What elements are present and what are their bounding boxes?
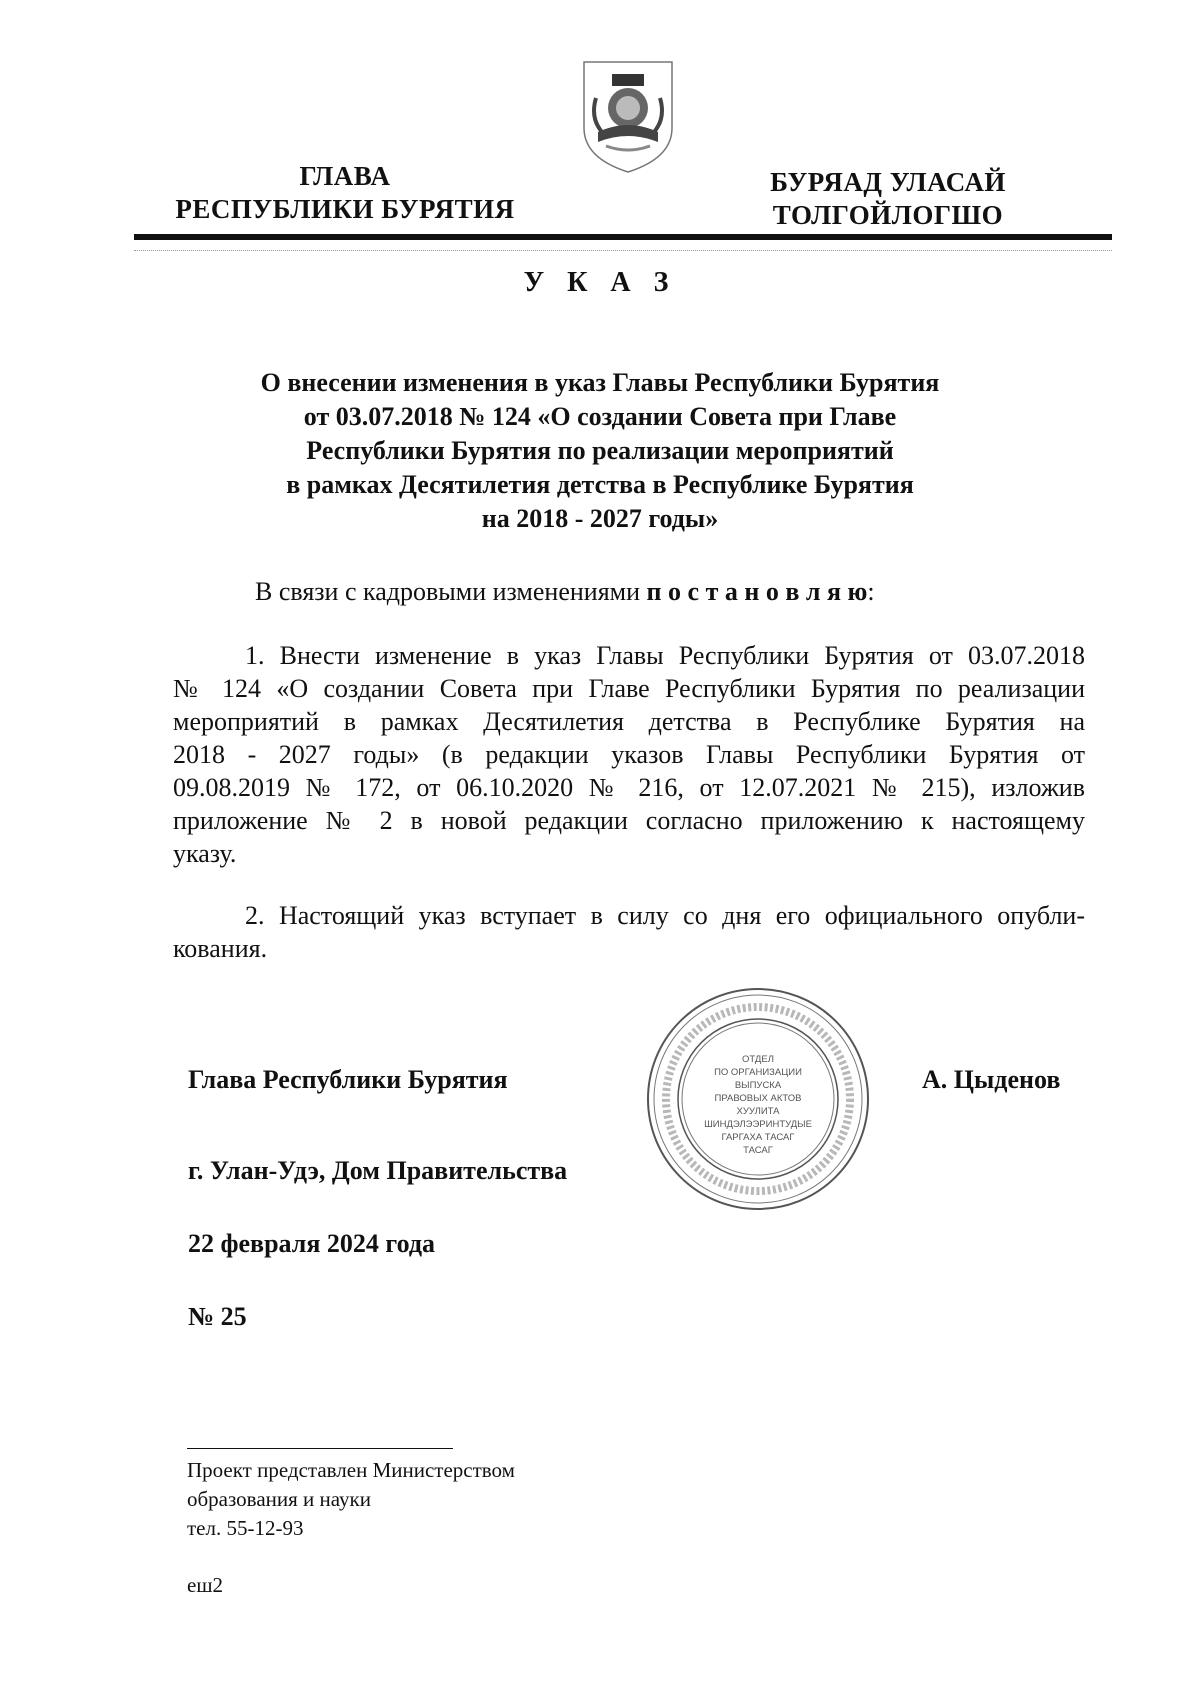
footer-code: еш2 <box>187 1573 223 1597</box>
title-line: О внесении изменения в указ Главы Республики Бурятия <box>260 368 940 397</box>
seal-line: ХУУЛИТА <box>736 1106 780 1117</box>
document-title <box>200 366 1000 536</box>
seal-line: ОТДЕЛ <box>742 1054 774 1065</box>
seal-line: ШИНДЭЛЭЭРИНТУДЫЕ <box>704 1119 812 1130</box>
item-1-line: 1. Внести изменение в указ Главы Республики Бурятия от 03.07.2018 <box>245 641 1085 670</box>
signing-place: г. Улан-Удэ, Дом Правительства <box>188 1156 568 1185</box>
official-seal <box>643 984 873 1214</box>
preamble-text: В связи с кадровыми изменениями <box>255 577 647 606</box>
seal-line: ГАРГАХА ТАСАГ <box>721 1132 795 1143</box>
seal-line: ПО ОРГАНИЗАЦИИ <box>714 1067 802 1078</box>
preamble <box>255 575 875 608</box>
title-line: в рамках Десятилетия детства в Республике Бурятия <box>286 470 914 499</box>
item-1-line: приложение № 2 в новой редакции согласно приложению к настоящему <box>173 806 1085 835</box>
footer-divider <box>187 1448 453 1449</box>
item-1-line: № 124 «О создании Совета при Главе Республики Бурятия по реализации <box>173 674 1085 703</box>
signatory-position: Глава Республики Бурятия <box>188 1065 508 1094</box>
item-2-line: 2. Настоящий указ вступает в силу со дня его официального опубли- <box>245 901 1085 930</box>
title-line: Республики Бурятия по реализации мероприятий <box>306 436 894 465</box>
seal-line: ТАСАГ <box>743 1145 773 1156</box>
seal-line: ВЫПУСКА <box>734 1080 782 1091</box>
item-2 <box>173 899 1085 965</box>
header-left-line2: РЕСПУБЛИКИ БУРЯТИЯ <box>175 194 515 224</box>
preamble-emphasis: п о с т а н о в л я ю <box>646 577 868 606</box>
signatory-name: А. Цыденов <box>922 1065 1061 1094</box>
item-2-line: кования. <box>173 934 268 963</box>
coat-of-arms-emblem <box>578 58 678 176</box>
header-right <box>718 166 1058 232</box>
title-line: от 03.07.2018 № 124 «О создании Совета при Главе <box>303 402 897 431</box>
footer-line: Проект представлен Министерством <box>187 1458 515 1482</box>
preamble-tail: : <box>867 577 875 606</box>
item-1-line: указу. <box>173 839 237 868</box>
header-divider <box>134 234 1112 240</box>
document-type: У К А З <box>523 267 677 298</box>
item-1-line: 2018 - 2027 годы» (в редакции указов Главы Республики Бурятия от <box>173 740 1085 769</box>
decree-number: № 25 <box>188 1302 247 1331</box>
header-divider-thin <box>134 250 1112 251</box>
header-left-line1: ГЛАВА <box>299 161 391 191</box>
title-line: на 2018 - 2027 годы» <box>481 504 719 533</box>
header-left <box>155 160 535 226</box>
header-right-line1: БУРЯАД УЛАСАЙ <box>770 167 1006 197</box>
header-right-line2: ТОЛГОЙЛОГШО <box>772 200 1004 230</box>
item-1-line: 09.08.2019 № 172, от 06.10.2020 № 216, от 12.07.2021 № 215), изложив <box>173 773 1085 802</box>
signing-date: 22 февраля 2024 года <box>188 1229 435 1258</box>
footer-line: образования и науки <box>187 1487 371 1511</box>
item-1 <box>173 639 1085 870</box>
item-1-line: мероприятий в рамках Десятилетия детства в Республике Бурятия на <box>173 707 1085 736</box>
footer-line: тел. 55-12-93 <box>187 1516 304 1540</box>
seal-line: ПРАВОВЫХ АКТОВ <box>714 1093 802 1104</box>
footer-note <box>187 1456 515 1543</box>
